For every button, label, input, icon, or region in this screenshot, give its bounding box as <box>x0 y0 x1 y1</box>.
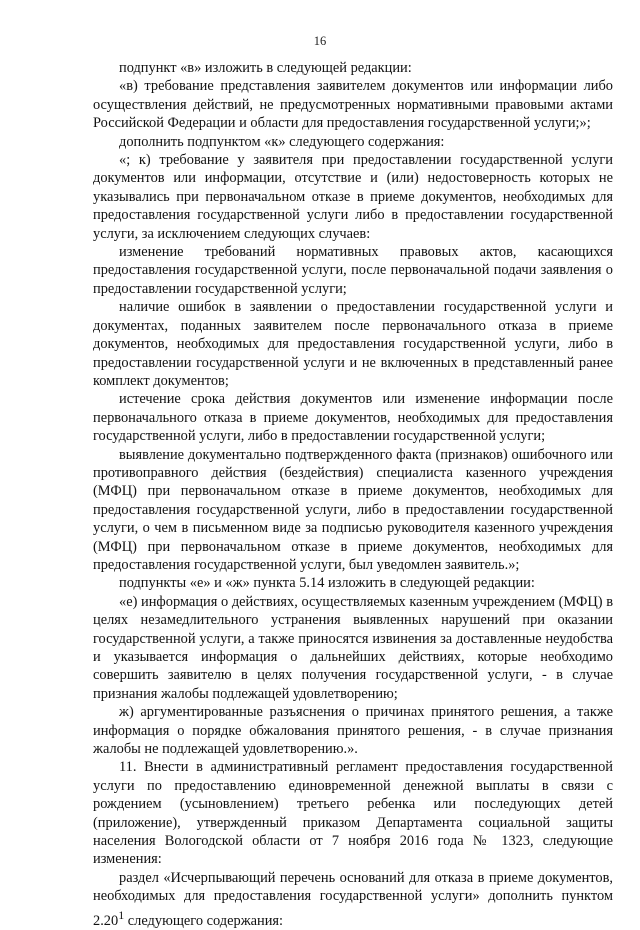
page-number: 16 <box>313 34 327 48</box>
paragraph: выявление документально подтвержденного факта (признаков) ошибочного или противоправного действия (бездействия) специалиста казенного учреждения (МФЦ) при первоначальном отказе в приеме документов, необходимых для предоставления государственной услуги, либо в предоставлении государственной услуги, о чем в письменном виде за подписью руководителя казенного учреждения (МФЦ) при первоначальном отказе в приеме документов, необходимых для предоставления государственной услуги, был уведомлен заявитель.»; <box>93 446 613 573</box>
paragraph: подпункт «в» изложить в следующей редакции: <box>119 60 412 76</box>
paragraph: «е) информация о действиях, осуществляемых казенным учреждением (МФЦ) в целях незамедлительного устранения выявленных нарушений при оказании государственной услуги, а также приносятся извинения за доставленные неудобства и указывается информация о дальнейших действиях, которые необходимо совершить заявителю в целях получения государственной услуги, - в случае признания жалобы подлежащей удовлетворению; <box>93 593 613 702</box>
paragraph: подпункты «е» и «ж» пункта 5.14 изложить в следующей редакции: <box>119 575 535 592</box>
document-body <box>93 59 613 930</box>
paragraph: истечение срока действия документов или изменение информации после первоначального отказа в приеме документов, необходимых для предоставления государственной услуги, либо в предоставлении государственной услуги; <box>93 391 613 445</box>
paragraph: дополнить подпунктом «к» следующего содержания: <box>119 133 445 150</box>
paragraph: 11. Внести в административный регламент предоставления государственной услуги по предоставлению единовременной денежной выплаты в связи с рождением (усыновлением) третьего ребенка или последующих детей (приложение), утвержденный приказом Департамента социальной защиты населения Вологодской области от 7 ноября 2016 года № 1323, следующие изменения: <box>93 759 613 868</box>
paragraph: ж) аргументированные разъяснения о причинах принятого решения, а также информация о порядке обжалования принятого решения, - в случае признания жалобы не подлежащей удовлетворению.». <box>93 704 613 758</box>
paragraph-last <box>93 869 613 930</box>
paragraph: «; к) требование у заявителя при предоставлении государственной услуги документов или информации, отсутствие и (или) недостоверность которых не указывались при первоначальном отказе в приеме документов, необходимых для предоставления государственной услуги либо в предоставлении государственной услуги, за исключением следующих случаев: <box>93 152 613 242</box>
paragraph: «в) требование представления заявителем документов или информации либо осуществления действий, не предусмотренных нормативными правовыми актами Российской Федерации и области для предоставления государственной услуги;»; <box>93 78 613 132</box>
paragraph: наличие ошибок в заявлении о предоставлении государственной услуги и документах, поданных заявителем после первоначального отказа в приеме документов, необходимых для предоставления государственной услуги, либо в предоставлении государственной услуги и не включенных в представленный ранее комплект документов; <box>93 299 613 389</box>
paragraph: изменение требований нормативных правовых актов, касающихся предоставления государственной услуги, после первоначальной подачи заявления о предоставлении государственной услуги; <box>93 244 613 297</box>
paragraph-last-text: раздел «Исчерпывающий перечень оснований для отказа в приеме документов, необходимых для предоставления государственной услуги» дополнить пунктом 2.20 <box>93 869 613 929</box>
superscript-index: 1 <box>118 907 125 922</box>
paragraph-last-tail: следующего содержания: <box>124 912 284 929</box>
